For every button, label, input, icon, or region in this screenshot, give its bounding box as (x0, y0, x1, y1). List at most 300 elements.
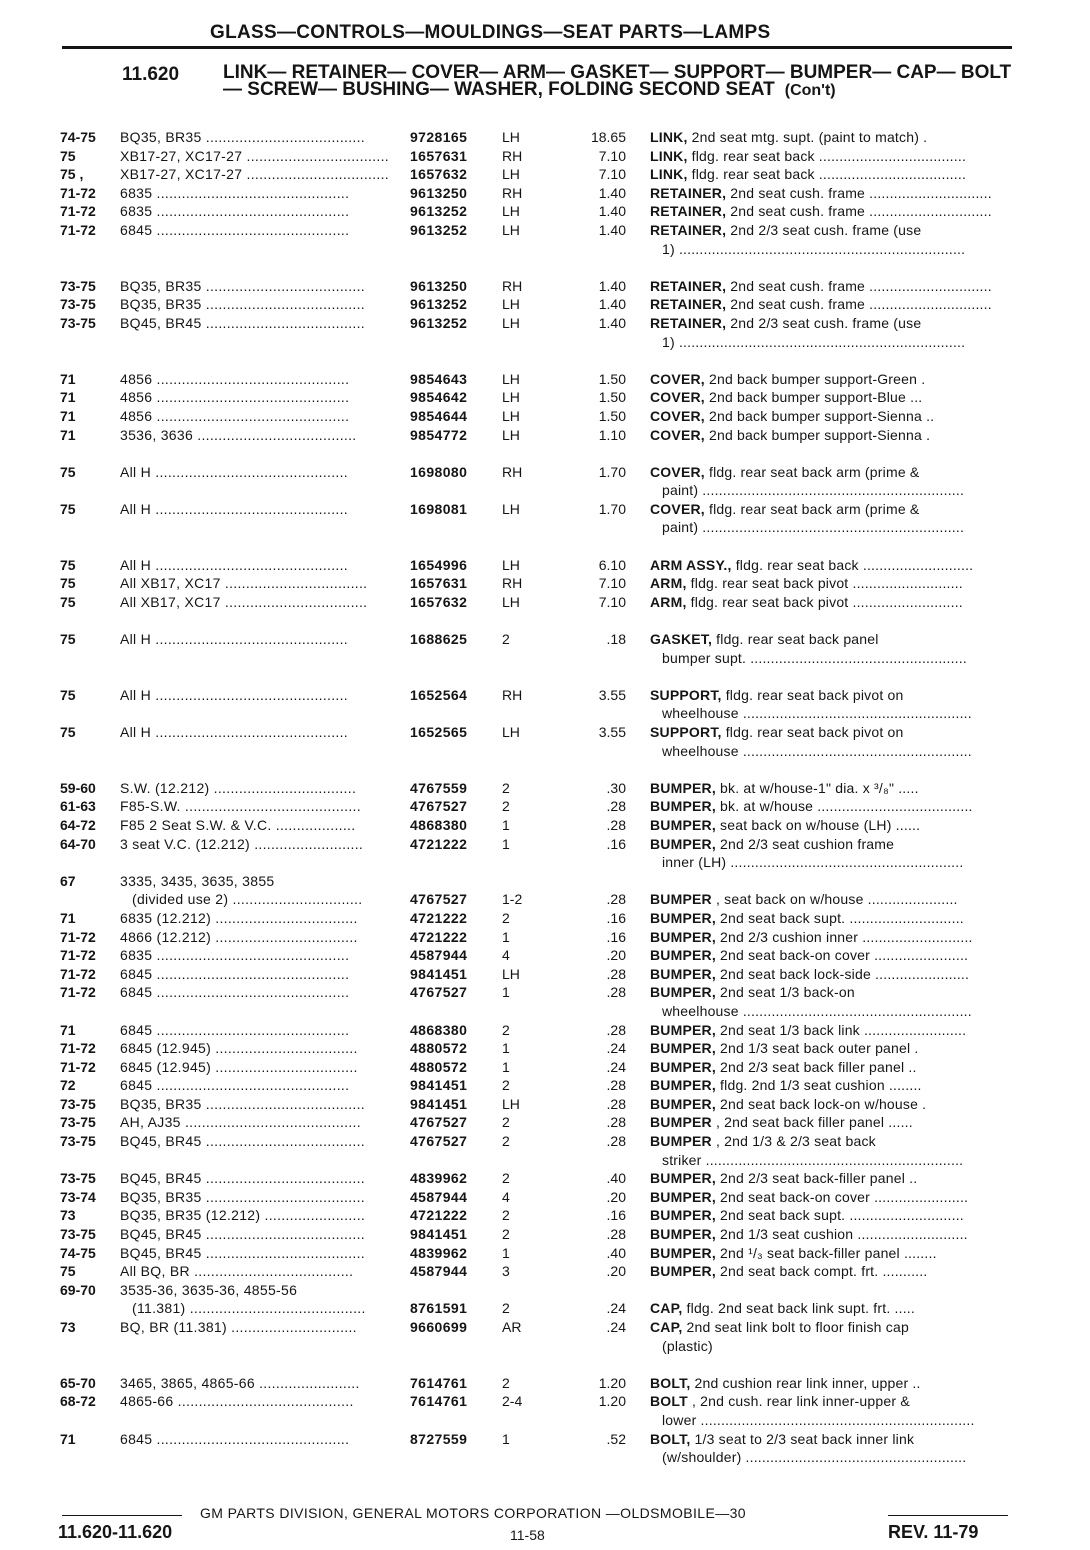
price: .28 (606, 816, 626, 833)
price: .16 (606, 1207, 626, 1224)
model-code: 3536, 3636 ...................................... (120, 426, 357, 443)
model-year: 73-75 (60, 1226, 96, 1243)
model-code: 6845 .............................................. (120, 1021, 350, 1038)
quantity: 1 (502, 928, 510, 945)
table-row (0, 147, 1090, 166)
model-code: BQ45, BR45 ...................................... (120, 1133, 365, 1150)
table-row (0, 909, 1090, 928)
quantity: 2 (502, 631, 510, 648)
table-row (0, 1206, 1090, 1225)
description (650, 816, 1010, 834)
model-year: 71 (60, 909, 76, 926)
quantity: LH (502, 426, 520, 443)
model-year: 65-70 (60, 1374, 96, 1391)
table-row (0, 463, 1090, 482)
model-year: 73-75 (60, 1133, 96, 1150)
table-row (0, 630, 1090, 649)
price: 1.40 (598, 221, 626, 238)
part-number: 4587944 (410, 1263, 468, 1280)
description-text: 2nd 2/3 cushion inner ........................... (715, 928, 973, 945)
model-year: 75 , (60, 166, 84, 183)
part-name: LINK, (650, 147, 688, 164)
model-year: 71-72 (60, 1058, 96, 1075)
quantity: 1 (502, 1040, 510, 1057)
model-year: 73 (60, 1319, 76, 1335)
description (650, 314, 1010, 332)
description-text: fldg. rear seat back .................................... (687, 166, 967, 183)
model-code: 4856 .............................................. (120, 370, 350, 387)
price: .40 (606, 1244, 626, 1261)
part-number: 1652564 (410, 686, 468, 703)
part-number: 1688625 (410, 631, 468, 648)
part-name: RETAINER, (650, 203, 727, 220)
description-text: 2nd seat link bolt to floor finish cap (682, 1319, 909, 1335)
part-number: 4587944 (410, 947, 468, 964)
description-text: fldg. 2nd seat back link supt. frt. ..... (682, 1300, 915, 1317)
model-year: 73-74 (60, 1188, 96, 1205)
description-continued: bumper supt. ..................................................... (662, 649, 967, 666)
model-code: All H .............................................. (120, 631, 348, 648)
price: .40 (606, 1170, 626, 1187)
continuation-row (0, 1002, 1090, 1021)
model-year: 75 (60, 686, 76, 703)
table-row (0, 574, 1090, 593)
model-year: 71 (60, 389, 76, 406)
model-year: 75 (60, 724, 76, 740)
price: .28 (606, 798, 626, 815)
model-code: All XB17, XC17 .................................. (120, 575, 368, 592)
table-row (0, 556, 1090, 575)
description-text: fldg. rear seat back pivot ........................... (686, 575, 963, 592)
price: .24 (606, 1058, 626, 1075)
part-number: 4767527 (410, 984, 468, 1001)
price: .20 (606, 1263, 626, 1280)
model-code: F85 2 Seat S.W. & V.C. ................... (120, 816, 356, 833)
price: .28 (606, 1077, 626, 1094)
quantity: LH (502, 965, 520, 982)
description-continued: paint) ................................................................ (662, 519, 965, 536)
description (650, 1318, 1010, 1336)
part-name: BUMPER, (650, 909, 716, 926)
model-year: 73-75 (60, 314, 96, 331)
description (650, 1039, 1010, 1057)
part-number: 4868380 (410, 816, 468, 833)
description (650, 1058, 1010, 1076)
part-name: GASKET, (650, 631, 713, 648)
footer-section-range: 11.620-11.620 (58, 1522, 173, 1542)
price: 1.40 (598, 184, 626, 201)
description-text: 2nd seat 1/3 back link ......................... (715, 1021, 967, 1038)
part-name: BUMPER, (650, 1170, 716, 1187)
part-number: 1657631 (410, 147, 468, 164)
description-continued: (w/shoulder) ...................................................... (662, 1449, 967, 1466)
part-number: 7614761 (410, 1374, 468, 1391)
description-text: 1/3 seat to 2/3 seat back inner link (690, 1430, 915, 1447)
quantity: 1 (502, 1430, 510, 1447)
table-row (0, 295, 1090, 314)
model-code: 3465, 3865, 4865-66 ........................ (120, 1374, 360, 1391)
model-code: BQ35, BR35 ...................................... (120, 296, 365, 313)
quantity: 2 (502, 798, 510, 815)
part-number: 4767559 (410, 779, 468, 796)
model-code: BQ45, BR45 ...................................... (120, 1170, 365, 1187)
quantity: LH (502, 370, 520, 387)
description-continued: wheelhouse ........................................................ (662, 742, 972, 759)
part-name: BOLT, (650, 1374, 691, 1391)
quantity: 2 (502, 1077, 510, 1094)
part-name: ARM, (650, 593, 687, 610)
description-text: fldg. rear seat back arm (prime & (704, 463, 920, 480)
part-name: BUMPER, (650, 779, 716, 796)
model-year: 61-63 (60, 798, 96, 815)
continuation-row (0, 481, 1090, 500)
description (650, 686, 1010, 704)
price: 1.50 (598, 370, 626, 387)
description (650, 1132, 1010, 1150)
description (650, 295, 1010, 313)
spacer-row (0, 351, 1090, 370)
part-number: 9841451 (410, 1077, 468, 1094)
model-year: 67 (60, 872, 76, 889)
model-code: 4856 .............................................. (120, 389, 350, 406)
spacer-row (0, 537, 1090, 556)
description-text: 2nd seat 1/3 back-on (715, 984, 855, 1001)
price: .18 (606, 631, 626, 648)
model-year: 73-75 (60, 296, 96, 313)
part-name: BOLT (650, 1393, 688, 1410)
model-year: 71-72 (60, 203, 96, 220)
description-text: fldg. 2nd 1/3 seat cushion ........ (715, 1077, 922, 1094)
price: 1.40 (598, 203, 626, 220)
model-code: BQ45, BR45 ...................................... (120, 1244, 365, 1261)
part-number: 9613252 (410, 221, 468, 238)
part-name: BUMPER, (650, 1095, 716, 1112)
price: .24 (606, 1319, 626, 1335)
part-name: LINK, (650, 166, 688, 183)
price: .28 (606, 1226, 626, 1243)
description (650, 909, 1010, 927)
part-number: 1657631 (410, 575, 468, 592)
description (650, 1430, 1010, 1448)
part-number: 7614761 (410, 1393, 468, 1410)
model-year: 75 (60, 500, 76, 517)
model-year: 75 (60, 463, 76, 480)
price: .24 (606, 1300, 626, 1317)
model-code: 6845 (12.945) .................................. (120, 1058, 358, 1075)
price: 7.10 (598, 575, 626, 592)
model-code: 4865-66 .......................................... (120, 1393, 354, 1410)
description-text: 2nd 1/3 seat cushion ........................... (715, 1226, 968, 1243)
part-name: BUMPER, (650, 1244, 716, 1261)
part-number: 9613252 (410, 203, 468, 220)
model-code: AH, AJ35 .......................................... (120, 1114, 361, 1131)
parts-table (0, 128, 1090, 1467)
table-row (0, 426, 1090, 445)
table-row (0, 1113, 1090, 1132)
model-year: 71-72 (60, 184, 96, 201)
description-continued: inner (LH) ......................................................... (662, 854, 964, 871)
part-number: 8727559 (410, 1430, 468, 1447)
description (650, 128, 1010, 146)
header-rule (62, 46, 1012, 49)
model-year: 73-75 (60, 277, 96, 294)
model-year: 64-72 (60, 816, 96, 833)
part-name: BUMPER, (650, 1263, 716, 1280)
description-text: 2nd 2/3 seat cush. frame (use (726, 221, 922, 238)
price: .20 (606, 947, 626, 964)
part-name: BUMPER (650, 1114, 712, 1131)
model-code: S.W. (12.212) .................................. (120, 779, 357, 796)
description-text: 2nd back bumper support-Sienna . (704, 426, 931, 443)
model-code: BQ35, BR35 ...................................... (120, 129, 365, 145)
quantity: LH (502, 203, 520, 220)
section-number: 11.620 (122, 64, 180, 85)
description (650, 184, 1010, 202)
price: 1.50 (598, 407, 626, 424)
quantity: 2 (502, 1374, 510, 1391)
description-text: fldg. rear seat back panel (712, 631, 879, 648)
part-name: BUMPER, (650, 947, 716, 964)
table-row (0, 314, 1090, 333)
continuation-row (0, 742, 1090, 761)
table-row (0, 1095, 1090, 1114)
model-code: 4866 (12.212) .................................. (120, 928, 358, 945)
part-number: 9613250 (410, 277, 468, 294)
part-name: BUMPER, (650, 1040, 716, 1057)
model-code: All H .............................................. (120, 724, 348, 740)
part-number: 9854772 (410, 426, 468, 443)
quantity: 2-4 (502, 1393, 523, 1410)
continuation-row (0, 853, 1090, 872)
description (650, 1095, 1010, 1113)
part-number: 4767527 (410, 1133, 468, 1150)
model-code: BQ35, BR35 ...................................... (120, 277, 365, 294)
part-number: 1657632 (410, 593, 468, 610)
table-row (0, 1058, 1090, 1077)
price: .28 (606, 984, 626, 1001)
quantity: 2 (502, 1170, 510, 1187)
description (650, 835, 1010, 853)
model-year: 73-75 (60, 1095, 96, 1112)
description-text: fldg. rear seat back .................................... (687, 147, 967, 164)
part-name: BUMPER, (650, 1226, 716, 1243)
description (650, 797, 1010, 815)
part-number: 4880572 (410, 1040, 468, 1057)
model-year: 71-72 (60, 1040, 96, 1057)
table-row (0, 816, 1090, 835)
model-year: 71-72 (60, 928, 96, 945)
description-text: seat back on w/house (LH) ...... (715, 816, 921, 833)
part-name: BUMPER, (650, 1207, 716, 1224)
price: 6.10 (598, 556, 626, 573)
quantity: LH (502, 593, 520, 610)
description (650, 928, 1010, 946)
quantity: 2 (502, 1114, 510, 1131)
description-text: 2nd seat back lock-side ....................... (715, 965, 970, 982)
model-year: 75 (60, 1263, 76, 1280)
part-number: 4721222 (410, 928, 468, 945)
part-name: BUMPER, (650, 984, 716, 1001)
continuation-row (0, 1411, 1090, 1430)
part-number: 9854643 (410, 370, 468, 387)
model-code: BQ45, BR45 ...................................... (120, 1226, 365, 1243)
table-row (0, 1169, 1090, 1188)
table-row (0, 928, 1090, 947)
spacer-row (0, 258, 1090, 277)
description (650, 1225, 1010, 1243)
price: .28 (606, 1133, 626, 1150)
description (650, 388, 1010, 406)
description (650, 1374, 1010, 1392)
description (650, 1076, 1010, 1094)
table-row (0, 797, 1090, 816)
table-row (0, 407, 1090, 426)
model-year: 71 (60, 407, 76, 424)
part-number: 1652565 (410, 724, 468, 740)
description (650, 630, 1010, 648)
part-number: 1698081 (410, 500, 468, 517)
model-year: 69-70 (60, 1281, 96, 1298)
model-code: 6845 .............................................. (120, 221, 350, 238)
quantity: 3 (502, 1263, 510, 1280)
table-row (0, 983, 1090, 1002)
description-continued: 1) ...................................................................... (662, 240, 966, 257)
description-text: 2nd seat cush. frame .............................. (726, 277, 992, 294)
table-row (0, 1392, 1090, 1411)
part-name: BUMPER, (650, 965, 716, 982)
price: 3.55 (598, 724, 626, 740)
description (650, 407, 1010, 425)
description (650, 574, 1010, 592)
price: .28 (606, 1095, 626, 1112)
model-code: 6845 .............................................. (120, 1430, 350, 1447)
footer-page-number: 11-58 (510, 1527, 545, 1543)
section-continued: (Con't) (784, 82, 836, 99)
quantity: 2 (502, 1207, 510, 1224)
model-year: 71-72 (60, 221, 96, 238)
part-name: BUMPER (650, 891, 712, 908)
part-number: 4880572 (410, 1058, 468, 1075)
footer-division: GM PARTS DIVISION, GENERAL MOTORS CORPORATION —OLDSMOBILE—30 (200, 1505, 746, 1521)
description-text: 2nd seat back lock-on w/house . (715, 1095, 927, 1112)
model-year: 74-75 (60, 1244, 96, 1261)
table-row (0, 1262, 1090, 1281)
part-number: 9854644 (410, 407, 468, 424)
description-text: fldg. rear seat back ........................... (731, 556, 974, 573)
model-code: All XB17, XC17 .................................. (120, 593, 368, 610)
quantity: LH (502, 314, 520, 331)
description (650, 593, 1010, 611)
part-name: ARM ASSY., (650, 556, 732, 573)
part-name: RETAINER, (650, 277, 727, 294)
part-number: 4767527 (410, 1114, 468, 1131)
table-row (0, 1188, 1090, 1207)
model-year: 74-75 (60, 129, 96, 145)
part-name: BUMPER, (650, 1021, 716, 1038)
description (650, 723, 1010, 741)
description-text: fldg. rear seat back pivot on (721, 724, 904, 740)
model-year: 75 (60, 631, 76, 648)
quantity: LH (502, 221, 520, 238)
part-name: BUMPER, (650, 798, 716, 815)
quantity: LH (502, 296, 520, 313)
model-year: 75 (60, 147, 76, 164)
description (650, 165, 1010, 183)
part-name: COVER, (650, 426, 705, 443)
model-code: XB17-27, XC17-27 .................................. (120, 166, 389, 183)
part-number: 9728165 (410, 129, 468, 145)
model-year: 75 (60, 556, 76, 573)
description-text: , 2nd 1/3 & 2/3 seat back (711, 1133, 876, 1150)
quantity: RH (502, 686, 523, 703)
model-year: 73-75 (60, 1114, 96, 1131)
model-code: F85-S.W. .......................................... (120, 798, 361, 815)
running-head: GLASS—CONTROLS—MOULDINGS—SEAT PARTS—LAMPS (210, 22, 771, 43)
continuation-row (0, 704, 1090, 723)
part-name: BUMPER, (650, 1058, 716, 1075)
model-code: 6845 .............................................. (120, 984, 350, 1001)
table-row (0, 1076, 1090, 1095)
spacer-row (0, 611, 1090, 630)
table-row (0, 1318, 1090, 1337)
part-name: ARM, (650, 575, 687, 592)
table-row (0, 388, 1090, 407)
part-number: 4839962 (410, 1170, 468, 1187)
table-row (0, 128, 1090, 147)
table-row (0, 779, 1090, 798)
part-name: BUMPER, (650, 816, 716, 833)
price: .52 (606, 1430, 626, 1447)
continuation-row (0, 649, 1090, 668)
model-code: BQ45, BR45 ...................................... (120, 314, 365, 331)
part-name: SUPPORT, (650, 686, 722, 703)
model-code-continued: (divided use 2) ............................... (132, 891, 363, 908)
part-number: 9660699 (410, 1319, 468, 1335)
model-year: 71-72 (60, 965, 96, 982)
continuation-row (0, 333, 1090, 352)
quantity: RH (502, 184, 523, 201)
description (650, 1169, 1010, 1187)
description-text: , seat back on w/house ...................... (711, 891, 958, 908)
part-number: 4587944 (410, 1188, 468, 1205)
price: .20 (606, 1188, 626, 1205)
table-row (0, 723, 1090, 742)
table-row (0, 202, 1090, 221)
description (650, 946, 1010, 964)
description-text: 2nd back bumper support-Blue ... (704, 389, 923, 406)
description-continued: striker ............................................................... (662, 1151, 964, 1168)
model-year: 71-72 (60, 947, 96, 964)
model-year: 71 (60, 426, 76, 443)
model-year: 73 (60, 1207, 76, 1224)
model-year: 64-70 (60, 835, 96, 852)
description (650, 500, 1010, 518)
description-text: 2nd ¹/₃ seat back-filler panel ........ (715, 1244, 937, 1261)
description-text: 2nd seat cush. frame .............................. (726, 203, 992, 220)
description-text: 2nd 2/3 seat cush. frame (use (726, 314, 922, 331)
price: .28 (606, 891, 626, 908)
description (650, 1244, 1010, 1262)
model-code: 6845 (12.945) .................................. (120, 1040, 358, 1057)
description (650, 983, 1010, 1001)
part-number: 9613250 (410, 184, 468, 201)
part-name: COVER, (650, 389, 705, 406)
model-code: 6845 .............................................. (120, 1077, 350, 1094)
description-text: fldg. rear seat back pivot ........................... (686, 593, 963, 610)
quantity: RH (502, 463, 523, 480)
price: 1.20 (598, 1374, 626, 1391)
part-name: BOLT, (650, 1430, 691, 1447)
